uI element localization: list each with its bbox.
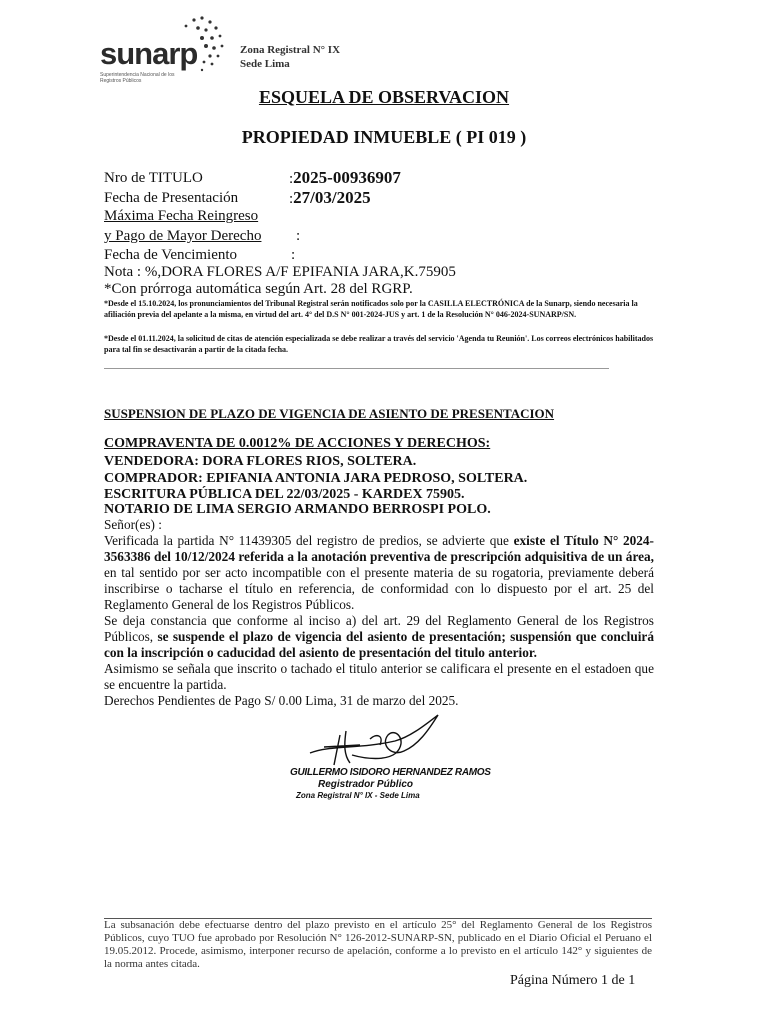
field-label-maxima-fecha: Máxima Fecha Reingreso xyxy=(104,208,259,224)
document-title: ESQUELA DE OBSERVACION xyxy=(258,87,510,107)
footer-note: La subsanación debe efectuarse dentro del plazo previsto en el artículo 25° del Reglamento General de los Registros Públicos, cuyo TUO fue aprobado por Resolución N° 126-2012-SUNARP-SN, publicado en el Diario Oficial el Peruano el 19.05.2012. Procede, asimismo, interponer recurso de apelación, conforme a lo previsto en el artículo 142° y siguientes de la norma antes citada. xyxy=(104,919,652,970)
signer-name: GUILLERMO ISIDORO HERNANDEZ RAMOS xyxy=(290,767,491,778)
field-value-fecha-presentacion: :27/03/2025 xyxy=(289,188,371,207)
field-label-pago-mayor-derecho: y Pago de Mayor Derecho xyxy=(104,228,262,244)
fees-line: Derechos Pendientes de Pago S/ 0.00 Lima, 31 de marzo del 2025. xyxy=(104,693,459,708)
separator-line xyxy=(104,368,609,369)
notice-casilla: *Desde el 15.10.2024, los pronunciamientos del Tribunal Registral serán notificados solo por la CASILLA ELECTRÓNICA de la Sunarp, siendo necesaria la afiliación previa del apelante a la misma, en virtud del art. 4° del D.S N° 001-2024-JUS y art. 1 de la Resolución N° 046-2024-SUNARP/SN. xyxy=(104,299,638,319)
paragraph-2: Se deja constancia que conforme al inciso a) del art. 29 del Reglamento General de los Registros Públicos, se suspende el plazo de vigencia del asiento de presentación; suspensión que concluirá con la inscripción o caducidad del asiento de presentación del titulo anterior. xyxy=(104,613,654,660)
document-subtitle: PROPIEDAD INMUEBLE ( PI 019 ) xyxy=(241,127,527,147)
zone-label xyxy=(240,43,340,71)
logo-wordmark: sunarp xyxy=(100,36,198,71)
logo-subtext: Superintendencia Nacional de los Registros Públicos xyxy=(100,72,175,84)
field-value-vencimiento: : xyxy=(291,247,296,263)
field-label-titulo: Nro de TITULO xyxy=(104,170,203,186)
sede-line: Sede Lima xyxy=(240,58,290,70)
field-value-pago: : xyxy=(296,228,301,244)
act-seller: VENDEDORA: DORA FLORES RIOS, SOLTERA. xyxy=(104,454,417,469)
paragraph-1: Verificada la partida N° 11439305 del registro de predios, se advierte que existe el Título N° 2024-3563386 del 10/12/2024 referida a la anotación preventiva de prescripción adquisitiva de un área, en tal sentido por ser acto incompatible con el presente materia de su rogatoria, previamente deberá inscribirse o tacharse el título en referencia, de conformidad con lo dispuesto por el art. 25 del Reglamento General de los Registros Públicos. xyxy=(104,533,654,612)
prorroga-line: *Con prórroga automática según Art. 28 del RGRP. xyxy=(104,281,413,297)
field-label-vencimiento: Fecha de Vencimiento xyxy=(104,247,238,263)
zone-line: Zona Registral N° IX xyxy=(240,44,341,56)
signer-role: Registrador Público xyxy=(318,779,414,790)
nota-line: Nota : %,DORA FLORES A/F EPIFANIA JARA,K.75905 xyxy=(104,264,456,280)
greeting: Señor(es) : xyxy=(104,517,162,532)
sunarp-logo xyxy=(100,14,360,84)
signer-office: Zona Registral N° IX - Sede Lima xyxy=(296,791,420,800)
section-title: SUSPENSION DE PLAZO DE VIGENCIA DE ASIENTO DE PRESENTACION xyxy=(104,406,555,421)
act-title: COMPRAVENTA DE 0.0012% DE ACCIONES Y DERECHOS: xyxy=(104,436,491,451)
act-deed: ESCRITURA PÚBLICA DEL 22/03/2025 - KARDEX 75905. xyxy=(104,487,465,502)
handwritten-signature xyxy=(300,705,450,767)
body-text xyxy=(104,517,654,709)
field-label-fecha-presentacion: Fecha de Presentación xyxy=(104,190,239,206)
paragraph-3: Asimismo se señala que inscrito o tachado el titulo anterior se calificara el presente en el estadoen que se encuentre la partida. xyxy=(104,661,654,692)
field-value-titulo: :2025-00936907 xyxy=(289,168,401,187)
act-buyer: COMPRADOR: EPIFANIA ANTONIA JARA PEDROSO, SOLTERA. xyxy=(104,471,528,486)
page-number: Página Número 1 de 1 xyxy=(510,973,636,988)
notice-agenda: *Desde el 01.11.2024, la solicitud de citas de atención especializada se debe realizar a través del servicio 'Agenda tu Reunión'. Los correos electrónicos habilitados para tal fin se desactivarán a partir de la citada fecha. xyxy=(104,334,654,354)
act-notary: NOTARIO DE LIMA SERGIO ARMANDO BERROSPI POLO. xyxy=(104,502,491,517)
